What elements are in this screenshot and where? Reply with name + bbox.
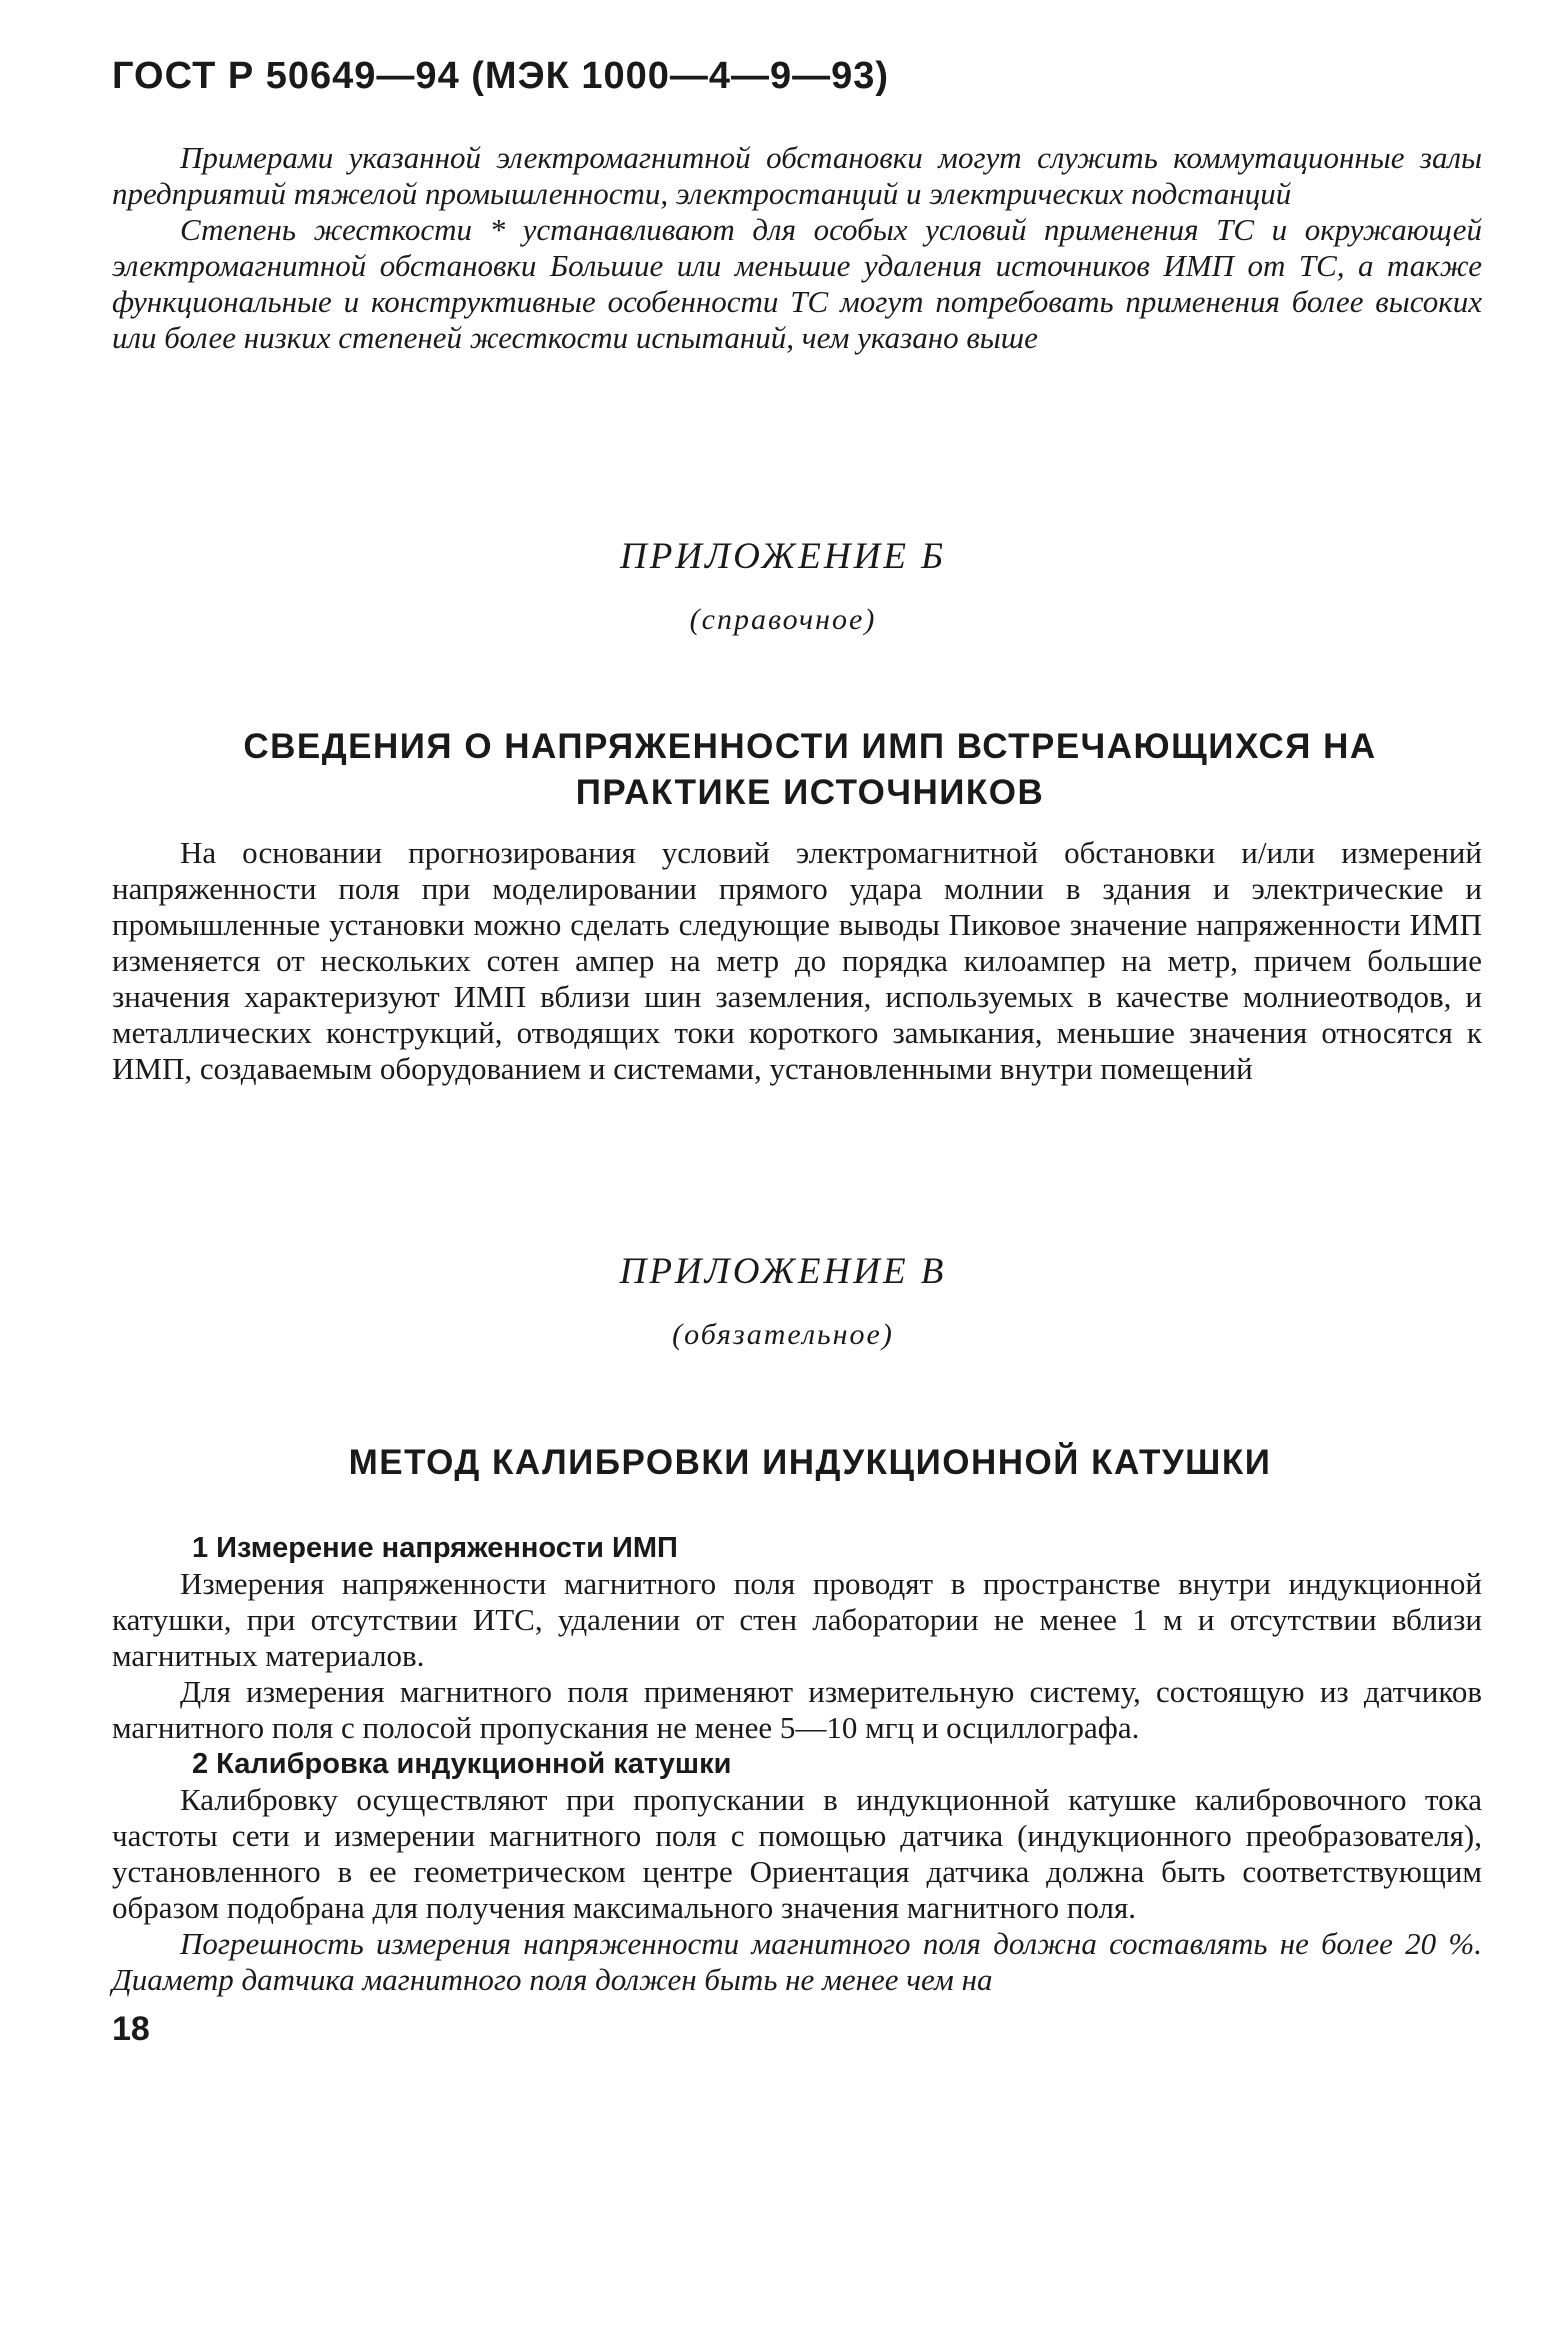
appendix-b-title — [150, 724, 1470, 816]
section-2-heading: 2 Калибровка индукционной катушки — [192, 1748, 732, 1780]
section-1-heading: 1 Измерение напряженности ИМП — [192, 1532, 678, 1564]
appendix-v-body — [112, 1530, 1482, 1998]
page-number: 18 — [112, 2010, 150, 2048]
standard-header: ГОСТ Р 50649—94 (МЭК 1000—4—9—93) — [112, 55, 890, 97]
appendix-b-paragraph: На основании прогнозирования условий электромагнитной обстановки и/или измерений напряженности поля при моделировании прямого удара молнии в здания и электрические и промышленные установки можно сделать следующие выводы Пиковое значение напряженности ИМП изменяется от нескольких сотен ампер на метр до порядка килоампер на метр, причем большие значения характеризуют ИМП вблизи шин заземления, используемых в качестве молниеотводов, и металлических конструкций, отводящих токи короткого замыкания, меньшие значения относятся к ИМП, создаваемым оборудованием и системами, установленными внутри помещений — [112, 835, 1482, 1086]
section-1-paragraph-1: Измерения напряженности магнитного поля проводят в пространстве внутри индукционной катушки, при отсутствии ИТС, удалении от стен лаборатории не менее 1 м и отсутствии вблизи магнитных материалов. — [112, 1566, 1482, 1673]
appendix-v-title: МЕТОД КАЛИБРОВКИ ИНДУКЦИОННОЙ КАТУШКИ — [348, 1443, 1272, 1482]
section-1-paragraph-2: Для измерения магнитного поля применяют измерительную систему, состоящую из датчиков магнитного поля с полосой пропускания не менее 5—10 мгц и осциллографа. — [112, 1674, 1482, 1745]
appendix-b-body — [112, 835, 1482, 1087]
appendix-v-kind: (обязательное) — [672, 1318, 894, 1351]
appendix-b-title-line-2: ПРАКТИКЕ ИСТОЧНИКОВ — [575, 773, 1045, 812]
appendix-b-title-line-1: СВЕДЕНИЯ О НАПРЯЖЕННОСТИ ИМП ВСТРЕЧАЮЩИХСЯ НА — [243, 727, 1377, 766]
intro-paragraph-2: Степень жесткости * устанавливают для особых условий применения ТС и окружающей электромагнитной обстановки Большие или меньшие удаления источников ИМП от ТС, а также функциональные и конструктивные особенности ТС могут потребовать применения более высоких или более низких степеней жесткости испытаний, чем указано выше — [112, 212, 1482, 355]
section-2-paragraph-1: Калибровку осуществляют при пропускании в индукционной катушке калибровочного тока частоты сети и измерении магнитного поля с помощью датчика (индукционного преобразователя), установленного в ее геометрическом центре Ориентация датчика должна быть соответствующим образом подобрана для получения максимального значения магнитного поля. — [112, 1782, 1482, 1925]
appendix-b-label: ПРИЛОЖЕНИЕ Б — [619, 536, 947, 577]
intro-section — [112, 140, 1482, 356]
intro-paragraph-1: Примерами указанной электромагнитной обстановки могут служить коммутационные залы предприятий тяжелой промышленности, электростанций и электрических подстанций — [112, 140, 1482, 211]
appendix-b-kind: (справочное) — [689, 603, 877, 636]
section-2-paragraph-2: Погрешность измерения напряженности магнитного поля должна составлять не более 20 %. Диаметр датчика магнитного поля должен быть не менее чем на — [112, 1926, 1482, 1997]
appendix-v-label: ПРИЛОЖЕНИЕ В — [619, 1251, 947, 1292]
